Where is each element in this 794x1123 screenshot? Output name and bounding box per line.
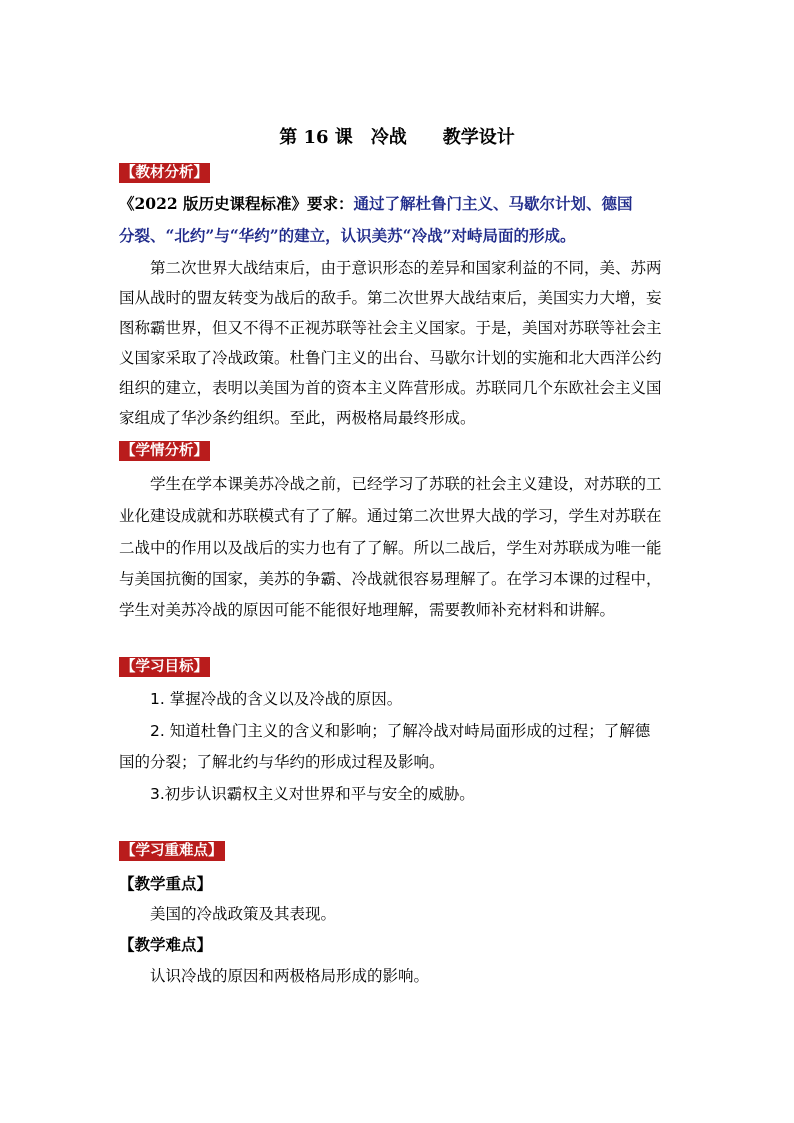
teaching-focus-heading: 【教学重点】 xyxy=(119,874,213,893)
goal-item-text: 2. 知道杜鲁门主义的含义和影响；了解冷战对峙局面形成的过程；了解德 xyxy=(150,722,651,740)
goal-item-text: 1. 掌握冷战的含义以及冷战的原因。 xyxy=(150,690,403,708)
section-tag-material-analysis: 【教材分析】 xyxy=(121,165,208,181)
curriculum-requirement-part-2: 分裂、“北约”与“华约”的建立，认识美苏“冷战”对峙局面的形成。 xyxy=(119,226,576,245)
student-paragraph-line: 与美国抗衡的国家，美苏的争霸、冷战就很容易理解了。在学习本课的过程中， xyxy=(119,570,662,588)
goal-item xyxy=(119,716,675,746)
curriculum-standard-prefix: 《2022 版历史课程标准》要求： xyxy=(119,194,354,213)
curriculum-standard-line-1 xyxy=(119,189,679,219)
student-paragraph-line: 二战中的作用以及战后的实力也有了了解。所以二战后，学生对苏联成为唯一能 xyxy=(119,539,662,557)
goal-item xyxy=(119,779,675,809)
page-title: 第 16 课 冷战 教学设计 xyxy=(279,127,515,148)
section-tag-student-analysis: 【学情分析】 xyxy=(121,443,208,459)
student-paragraph-line: 学生在学本课美苏冷战之前，已经学习了苏联的社会主义建设，对苏联的工 xyxy=(150,475,662,493)
curriculum-requirement-part-1: 通过了解杜鲁门主义、马歇尔计划、德国 xyxy=(353,194,633,213)
student-paragraph-line: 学生对美苏冷战的原因可能不能很好地理解，需要教师补充材料和讲解。 xyxy=(119,601,616,619)
teaching-difficulty-heading: 【教学难点】 xyxy=(119,935,213,954)
goal-item xyxy=(119,684,675,714)
material-paragraph-line: 图称霸世界，但又不得不正视苏联等社会主义国家。于是，美国对苏联等社会主 xyxy=(119,319,662,337)
section-tag-learning-goals: 【学习目标】 xyxy=(121,659,208,675)
material-paragraph-line: 组织的建立，表明以美国为首的资本主义阵营形成。苏联同几个东欧社会主义国 xyxy=(119,379,662,397)
material-paragraph-line: 家组成了华沙条约组织。至此，两极格局最终形成。 xyxy=(119,409,476,427)
material-paragraph-line: 义国家采取了冷战政策。杜鲁门主义的出台、马歇尔计划的实施和北大西洋公约 xyxy=(119,349,662,367)
goal-item-continuation: 国的分裂；了解北约与华约的形成过程及影响。 xyxy=(119,753,445,771)
goal-item-text: 3.初步认识霸权主义对世界和平与安全的威胁。 xyxy=(150,785,475,803)
section-tag-key-points: 【学习重难点】 xyxy=(121,843,223,859)
material-paragraph-line: 国从战时的盟友转变为战后的敌手。第二次世界大战结束后，美国实力大增，妄 xyxy=(119,289,662,307)
material-paragraph-line: 第二次世界大战结束后，由于意识形态的差异和国家利益的不同，美、苏两 xyxy=(150,259,662,277)
teaching-focus-text: 美国的冷战政策及其表现。 xyxy=(150,905,337,923)
student-paragraph-line: 业化建设成就和苏联模式有了了解。通过第二次世界大战的学习，学生对苏联在 xyxy=(119,507,662,525)
teaching-difficulty-text: 认识冷战的原因和两极格局形成的影响。 xyxy=(150,967,430,985)
